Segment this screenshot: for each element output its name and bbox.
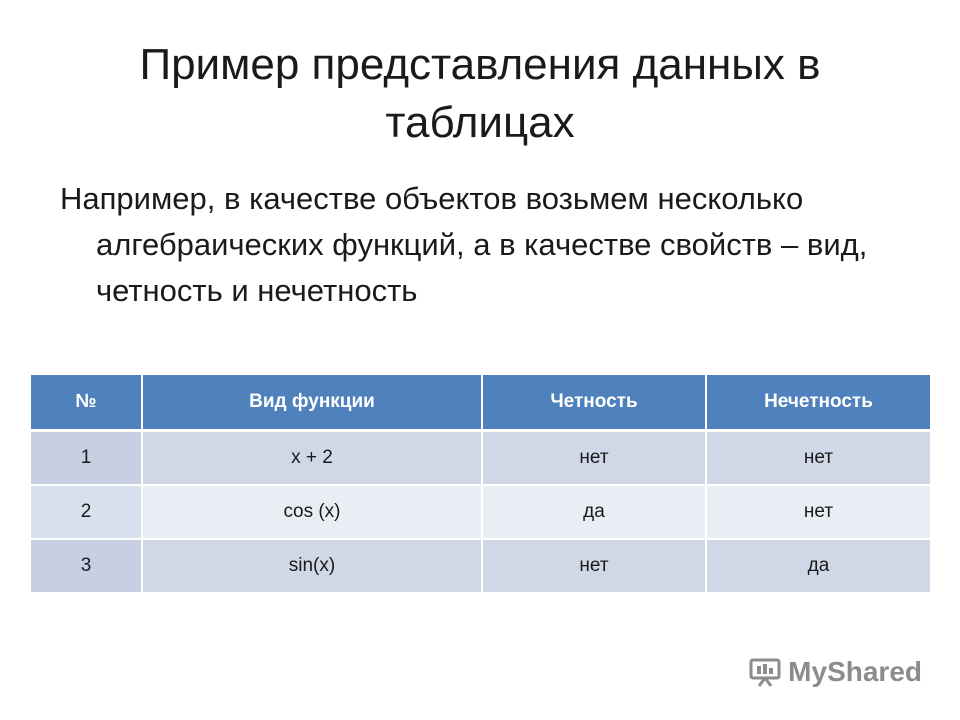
cell-evenness: да: [482, 485, 706, 539]
cell-evenness: нет: [482, 431, 706, 486]
slide-title: Пример представления данных в таблицах: [139, 40, 821, 147]
cell-oddness: нет: [706, 431, 930, 486]
header-number: №: [31, 375, 142, 431]
slide-paragraph: Например, в качестве объектов возьмем несколько алгебраических функций, а в качестве свойств – вид, четность и нечетность: [60, 181, 868, 308]
cell-evenness: нет: [482, 539, 706, 593]
cell-function-type: sin(x): [142, 539, 482, 593]
header-evenness: Четность: [482, 375, 706, 431]
cell-function-type: cos (x): [142, 485, 482, 539]
cell-oddness: да: [706, 539, 930, 593]
watermark-text: MyShared: [788, 656, 922, 687]
myshared-watermark: [748, 656, 922, 688]
table-row: [31, 485, 930, 539]
cell-oddness: нет: [706, 485, 930, 539]
cell-number: 3: [31, 539, 142, 593]
table-row: [31, 431, 930, 486]
cell-number: 2: [31, 485, 142, 539]
function-properties-table: [31, 375, 930, 594]
presentation-board-icon: [748, 657, 782, 687]
header-oddness: Нечетность: [706, 375, 930, 431]
cell-number: 1: [31, 431, 142, 486]
table-header-row: [31, 375, 930, 431]
cell-function-type: x + 2: [142, 431, 482, 486]
header-function-type: Вид функции: [142, 375, 482, 431]
table-row: [31, 539, 930, 593]
